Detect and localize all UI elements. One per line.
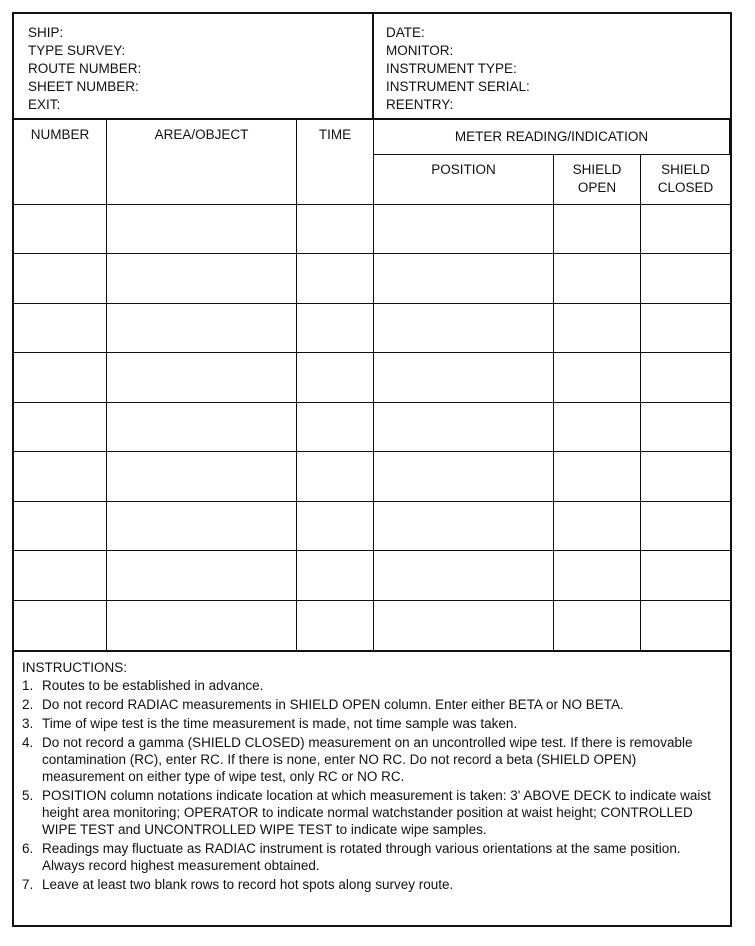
instruction-number: 1.	[22, 678, 34, 693]
table-cell[interactable]	[107, 601, 297, 650]
table-cell[interactable]	[297, 304, 374, 353]
table-cell[interactable]	[554, 551, 641, 600]
table-cell[interactable]	[14, 353, 107, 402]
instruction-text: Readings may fluctuate as RADIAC instrument is rotated through various orientations at the same position. Always record highest measurement obtained.	[42, 841, 681, 873]
table-cell[interactable]	[107, 353, 297, 402]
table-cell[interactable]	[297, 502, 374, 551]
instruction-text: Routes to be established in advance.	[42, 678, 264, 693]
table-cell[interactable]	[14, 452, 107, 501]
table-cell[interactable]	[297, 353, 374, 402]
header-left-block	[14, 14, 374, 118]
instruction-number: 7.	[22, 877, 34, 892]
table-cell[interactable]	[554, 502, 641, 551]
instructions-list	[22, 677, 722, 893]
table-cell[interactable]	[297, 403, 374, 452]
instruction-item	[22, 840, 722, 874]
instruction-number: 2.	[22, 697, 34, 712]
table-cell[interactable]	[641, 205, 730, 254]
instruction-item	[22, 696, 722, 713]
table-cell[interactable]	[297, 452, 374, 501]
table-cell[interactable]	[641, 502, 730, 551]
instruction-item	[22, 677, 722, 694]
table-cell[interactable]	[554, 601, 641, 650]
table-cell[interactable]	[107, 452, 297, 501]
table-cell[interactable]	[554, 254, 641, 303]
table-cell[interactable]	[374, 502, 554, 551]
table-cell[interactable]	[554, 353, 641, 402]
instruction-text: Time of wipe test is the time measurement is made, not time sample was taken.	[42, 716, 518, 731]
instruction-text: Do not record RADIAC measurements in SHIELD OPEN column. Enter either BETA or NO BETA.	[42, 697, 624, 712]
table-cell[interactable]	[107, 502, 297, 551]
date-label: DATE:	[386, 25, 425, 40]
table-cell[interactable]	[107, 551, 297, 600]
table-cell[interactable]	[374, 551, 554, 600]
table-cell[interactable]	[107, 205, 297, 254]
table-cell[interactable]	[374, 601, 554, 650]
instruction-number: 6.	[22, 841, 34, 856]
table-cell[interactable]	[554, 452, 641, 501]
table-cell[interactable]	[14, 254, 107, 303]
table-cell[interactable]	[641, 353, 730, 402]
table-cell[interactable]	[14, 205, 107, 254]
type-survey-label: TYPE SURVEY:	[28, 43, 126, 58]
table-cell[interactable]	[14, 403, 107, 452]
table-cell[interactable]	[374, 205, 554, 254]
reentry-label: REENTRY:	[386, 97, 454, 112]
table-cell[interactable]	[107, 403, 297, 452]
table-cell[interactable]	[641, 304, 730, 353]
instruction-item	[22, 734, 722, 785]
column-header-position: POSITION	[374, 155, 554, 205]
table-cell[interactable]	[374, 254, 554, 303]
instructions-title: INSTRUCTIONS:	[22, 660, 128, 675]
table-cell[interactable]	[297, 205, 374, 254]
instruction-item	[22, 715, 722, 732]
table-cell[interactable]	[641, 452, 730, 501]
instruction-item	[22, 787, 722, 838]
table-cell[interactable]	[641, 254, 730, 303]
monitor-label: MONITOR:	[386, 43, 454, 58]
instruction-text: Do not record a gamma (SHIELD CLOSED) measurement on an uncontrolled wipe test. If there is removable contamination (RC), enter RC. If there is none, enter NO RC. Do not record a beta (SHIELD OPEN) measurement on either type of wipe test, only RC or NO RC.	[42, 735, 693, 784]
column-header-number: NUMBER	[14, 120, 107, 205]
header-right-block	[374, 14, 730, 118]
exit-label: EXIT:	[28, 97, 61, 112]
table-cell[interactable]	[14, 502, 107, 551]
table-cell[interactable]	[14, 551, 107, 600]
column-header-time: TIME	[297, 120, 374, 205]
instruction-text: POSITION column notations indicate location at which measurement is taken: 3' ABOVE DECK to indicate waist height area monitoring; OPERATOR to indicate normal watchstander position at waist height; CONTROLLED WIPE TEST and UNCONTROLLED WIPE TEST to indicate wipe samples.	[42, 788, 711, 837]
table-cell[interactable]	[297, 551, 374, 600]
table-cell[interactable]	[641, 551, 730, 600]
instruction-number: 4.	[22, 735, 34, 750]
shield-open-line1: SHIELD	[572, 162, 622, 177]
table-cell[interactable]	[374, 304, 554, 353]
shield-closed-line2: CLOSED	[657, 180, 714, 195]
table-cell[interactable]	[297, 601, 374, 650]
instruction-text: Leave at least two blank rows to record hot spots along survey route.	[42, 877, 454, 892]
route-number-label: ROUTE NUMBER:	[28, 61, 142, 76]
table-cell[interactable]	[374, 452, 554, 501]
table-cell[interactable]	[554, 304, 641, 353]
table-cell[interactable]	[554, 403, 641, 452]
column-header-area-object: AREA/OBJECT	[107, 120, 297, 205]
ship-label: SHIP:	[28, 25, 64, 40]
column-header-shield-open	[554, 155, 641, 205]
table-cell[interactable]	[641, 403, 730, 452]
instruction-number: 5.	[22, 788, 34, 803]
instrument-type-label: INSTRUMENT TYPE:	[386, 61, 517, 76]
shield-closed-line1: SHIELD	[661, 162, 710, 177]
table-cell[interactable]	[107, 304, 297, 353]
table-cell[interactable]	[374, 353, 554, 402]
column-header-shield-closed	[641, 155, 730, 205]
table-cell[interactable]	[554, 205, 641, 254]
shield-open-line2: OPEN	[577, 180, 617, 195]
form-header	[14, 14, 730, 120]
measurement-table	[14, 120, 730, 650]
table-cell[interactable]	[374, 403, 554, 452]
table-cell[interactable]	[641, 601, 730, 650]
instruction-item	[22, 876, 722, 893]
survey-form	[12, 12, 732, 927]
table-cell[interactable]	[107, 254, 297, 303]
table-cell[interactable]	[297, 254, 374, 303]
instructions-section	[14, 650, 730, 925]
instrument-serial-label: INSTRUMENT SERIAL:	[386, 79, 530, 94]
column-group-meter-reading: METER READING/INDICATION	[374, 120, 730, 155]
instruction-number: 3.	[22, 716, 34, 731]
sheet-number-label: SHEET NUMBER:	[28, 79, 139, 94]
table-cell[interactable]	[14, 601, 107, 650]
table-cell[interactable]	[14, 304, 107, 353]
